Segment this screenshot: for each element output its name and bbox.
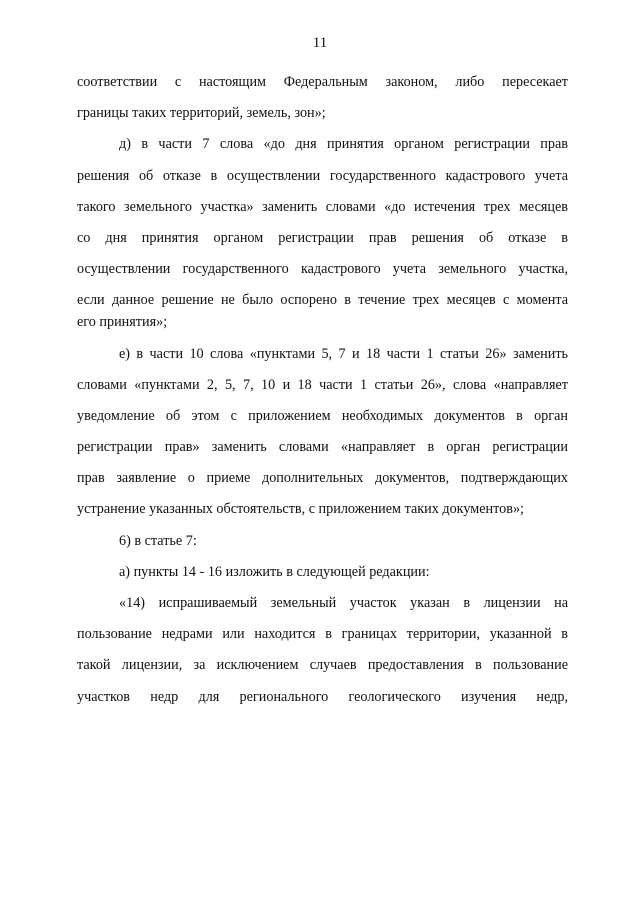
text-line: а) пункты 14 - 16 изложить в следующей редакции: [119,563,430,580]
text-line: регистрации прав» заменить словами «направляет в орган регистрации [77,439,568,456]
text-line: осуществлении государственного кадастрового учета земельного участка, [77,261,568,278]
body-text [77,72,568,718]
text-line: «14) испрашиваемый земельный участок указан в лицензии на [119,595,568,611]
text-line: его принятия»; [77,314,168,331]
text-line: пользование недрами или находится в границах территории, указанной в [77,626,568,643]
page-number: 11 [312,35,328,51]
text-line: уведомление об этом с приложением необходимых документов в орган [77,407,568,424]
text-line: соответствии с настоящим Федеральным законом, либо пересекает [77,74,568,90]
text-line: такой лицензии, за исключением случаев предоставления в пользование [77,657,568,674]
text-line: прав заявление о приеме дополнительных документов, подтверждающих [77,470,568,487]
text-line: если данное решение не было оспорено в течение трех месяцев с момента [77,292,568,309]
text-line: участков недр для регионального геологического изучения недр, [77,688,568,705]
text-line: границы таких территорий, земель, зон»; [77,105,326,122]
text-line: д) в части 7 слова «до дня принятия органом регистрации прав [119,136,568,153]
text-line: 6) в статье 7: [119,532,197,549]
text-line: словами «пунктами 2, 5, 7, 10 и 18 части 1 статьи 26», слова «направляет [77,376,568,393]
text-line: решения об отказе в осуществлении государственного кадастрового учета [77,167,568,184]
text-line: устранение указанных обстоятельств, с приложением таких документов»; [77,501,524,518]
text-line: такого земельного участка» заменить словами «до истечения трех месяцев [77,198,568,215]
text-line: е) в части 10 слова «пунктами 5, 7 и 18 части 1 статьи 26» заменить [119,345,568,362]
text-line: со дня принятия органом регистрации прав решения об отказе в [77,229,568,246]
